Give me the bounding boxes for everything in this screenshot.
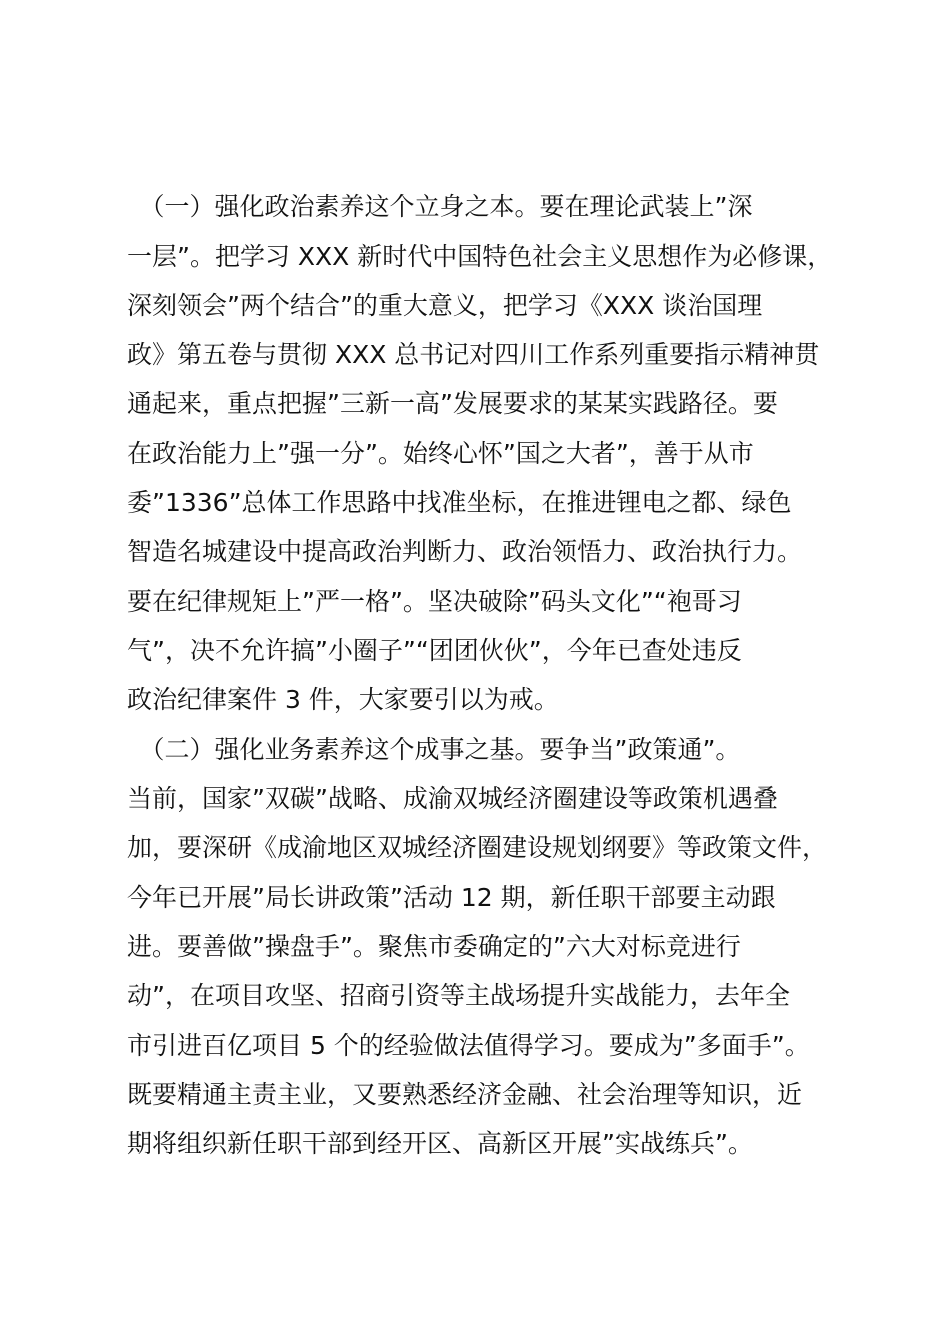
paragraph-2-line-3: 加，要深研《成渝地区双城经济圈建设规划纲要》等政策文件， <box>127 833 828 862</box>
paragraph-1-line-6: 在政治能力上”强一分”。始终心怀”国之大者”，善于从市 <box>127 439 754 468</box>
paragraph-2-line-8: 既要精通主责主业，又要熟悉经济金融、社会治理等知识，近 <box>127 1080 803 1109</box>
paragraph-1-line-10: 气”，决不允许搞”小圈子”“团团伙伙”，今年已查处违反 <box>127 636 742 665</box>
paragraph-2-line-4: 今年已开展”局长讲政策”活动 12 期，新任职干部要主动跟 <box>127 883 776 912</box>
paragraph-2-line-2: 当前，国家”双碳”战略、成渝双城经济圈建设等政策机遇叠 <box>127 784 778 813</box>
paragraph-1-line-7: 委”1336”总体工作思路中找准坐标，在推进锂电之都、绿色 <box>127 488 792 517</box>
paragraph-1-line-8: 智造名城建设中提高政治判断力、政治领悟力、政治执行力。 <box>127 537 803 566</box>
paragraph-2-line-7: 市引进百亿项目 5 个的经验做法值得学习。要成为”多面手”。 <box>127 1031 810 1060</box>
paragraph-1-line-1: （一）强化政治素养这个立身之本。要在理论武装上”深 <box>127 192 753 221</box>
paragraph-2-line-1: （二）强化业务素养这个成事之基。要争当”政策通”。 <box>127 735 741 764</box>
paragraph-2-line-9: 期将组织新任职干部到经开区、高新区开展”实战练兵”。 <box>127 1129 753 1158</box>
paragraph-2-line-5: 进。要善做”操盘手”。聚焦市委确定的”六大对标竞进行 <box>127 932 741 961</box>
paragraph-1-line-5: 通起来，重点把握”三新一高”发展要求的某某实践路径。要 <box>127 389 778 418</box>
paragraph-2-line-6: 动”，在项目攻坚、招商引资等主战场提升实战能力，去年全 <box>127 981 790 1010</box>
paragraph-1-line-2: 一层”。把学习 XXX 新时代中国特色社会主义思想作为必修课， <box>127 242 833 271</box>
paragraph-1-line-3: 深刻领会”两个结合”的重大意义，把学习《XXX 谈治国理 <box>127 291 763 320</box>
paragraph-1-line-9: 要在纪律规矩上”严一格”。坚决破除”码头文化”“袍哥习 <box>127 587 742 616</box>
paragraph-1-line-4: 政》第五卷与贯彻 XXX 总书记对四川工作系列重要指示精神贯 <box>127 340 820 369</box>
paragraph-1-line-11: 政治纪律案件 3 件，大家要引以为戒。 <box>127 685 559 714</box>
